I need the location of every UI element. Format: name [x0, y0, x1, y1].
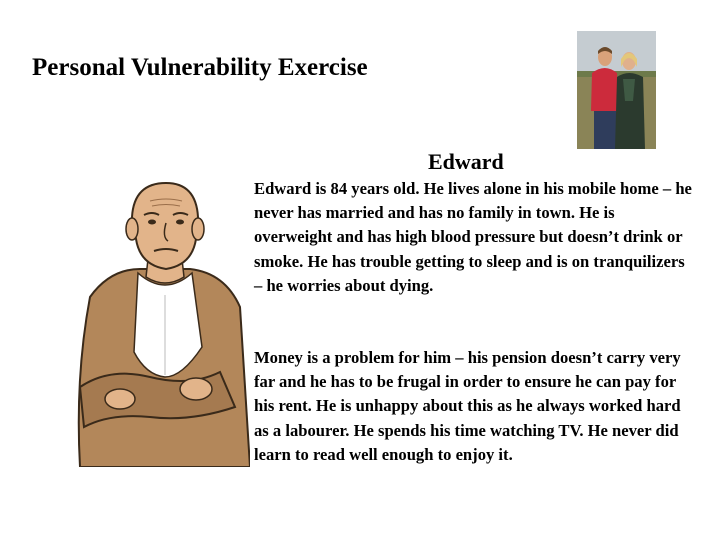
slide-title: Personal Vulnerability Exercise — [32, 54, 368, 81]
paragraph-background: Edward is 84 years old. He lives alone in his mobile home – he never has married and has no family in town. He is overweight and has high blood pressure but doesn’t drink or smoke. He has trouble getting to sleep and is on tranquilizers – he worries about dying. — [254, 179, 692, 295]
elderly-man-illustration — [70, 177, 250, 467]
paragraph-finances: Money is a problem for him – his pension doesn’t carry very far and he has to be frugal in order to ensure he can pay for his rent. He is unhappy about this as he always worked hard as a labourer. He spends his time watching TV. He never did learn to read well enough to enjoy it. — [254, 348, 681, 464]
photo-couple — [577, 31, 656, 149]
person-name-heading: Edward — [428, 149, 504, 174]
